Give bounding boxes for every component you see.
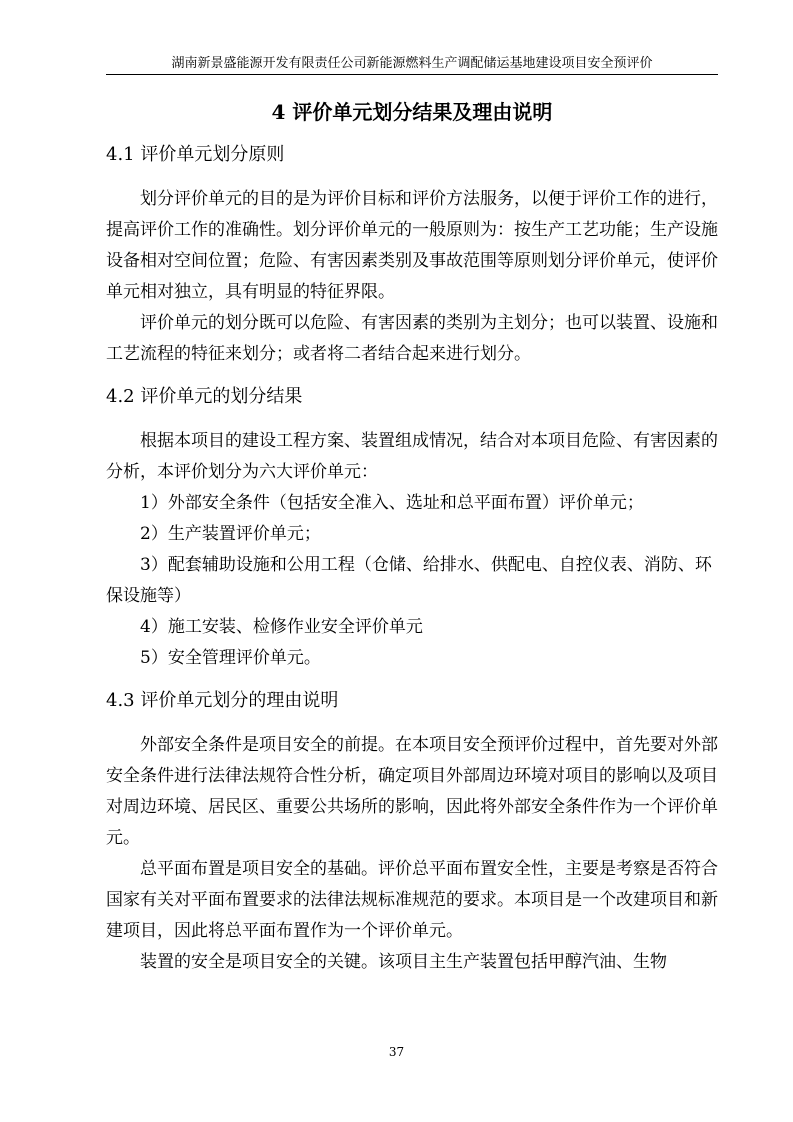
running-header: 湖南新景盛能源开发有限责任公司新能源燃料生产调配储运基地建设项目安全预评价 <box>171 56 653 71</box>
list-item: 3）配套辅助设施和公用工程（仓储、给排水、供配电、自控仪表、消防、环保设施等） <box>106 555 712 606</box>
paragraph: 评价单元的划分既可以危险、有害因素的类别为主划分；也可以装置、设施和工艺流程的特征来划分；或者将二者结合起来进行划分。 <box>106 313 718 364</box>
paragraph: 划分评价单元的目的是为评价目标和评价方法服务，以便于评价工作的进行，提高评价工作的准确性。划分评价单元的一般原则为：按生产工艺功能；生产设施设备相对空间位置；危险、有害因素类别及事故范围等原则划分评价单元，使评价单元相对独立，具有明显的特征界限。 <box>106 189 718 302</box>
page-number: 37 <box>388 1045 405 1059</box>
chapter-title: 4 评价单元划分结果及理由说明 <box>271 100 553 124</box>
section-heading-4-3: 4.3 评价单元划分的理由说明 <box>106 690 339 711</box>
list-item: 5）安全管理评价单元。 <box>140 648 321 668</box>
list-item: 2）生产装置评价单元； <box>140 524 321 544</box>
page-body <box>106 96 718 978</box>
paragraph: 外部安全条件是项目安全的前提。在本项目安全预评价过程中，首先要对外部安全条件进行法律法规符合性分析，确定项目外部周边环境对项目的影响以及项目对周边环境、居民区、重要公共场所的影响，因此将外部安全条件作为一个评价单元。 <box>106 735 718 848</box>
list-item: 1）外部安全条件（包括安全准入、选址和总平面布置）评价单元； <box>140 493 644 513</box>
section-heading-4-2: 4.2 评价单元的划分结果 <box>106 386 303 407</box>
paragraph: 总平面布置是项目安全的基础。评价总平面布置安全性，主要是考察是否符合国家有关对平面布置要求的法律法规标准规范的要求。本项目是一个改建项目和新建项目，因此将总平面布置作为一个评价单元。 <box>106 859 718 941</box>
paragraph: 根据本项目的建设工程方案、装置组成情况，结合对本项目危险、有害因素的分析，本评价划分为六大评价单元： <box>106 431 718 482</box>
header-rule <box>106 74 718 75</box>
list-item: 4）施工安装、检修作业安全评价单元 <box>140 617 423 637</box>
section-heading-4-1: 4.1 评价单元划分原则 <box>106 144 285 165</box>
paragraph: 装置的安全是项目安全的关键。该项目主生产装置包括甲醇汽油、生物 <box>140 952 667 972</box>
